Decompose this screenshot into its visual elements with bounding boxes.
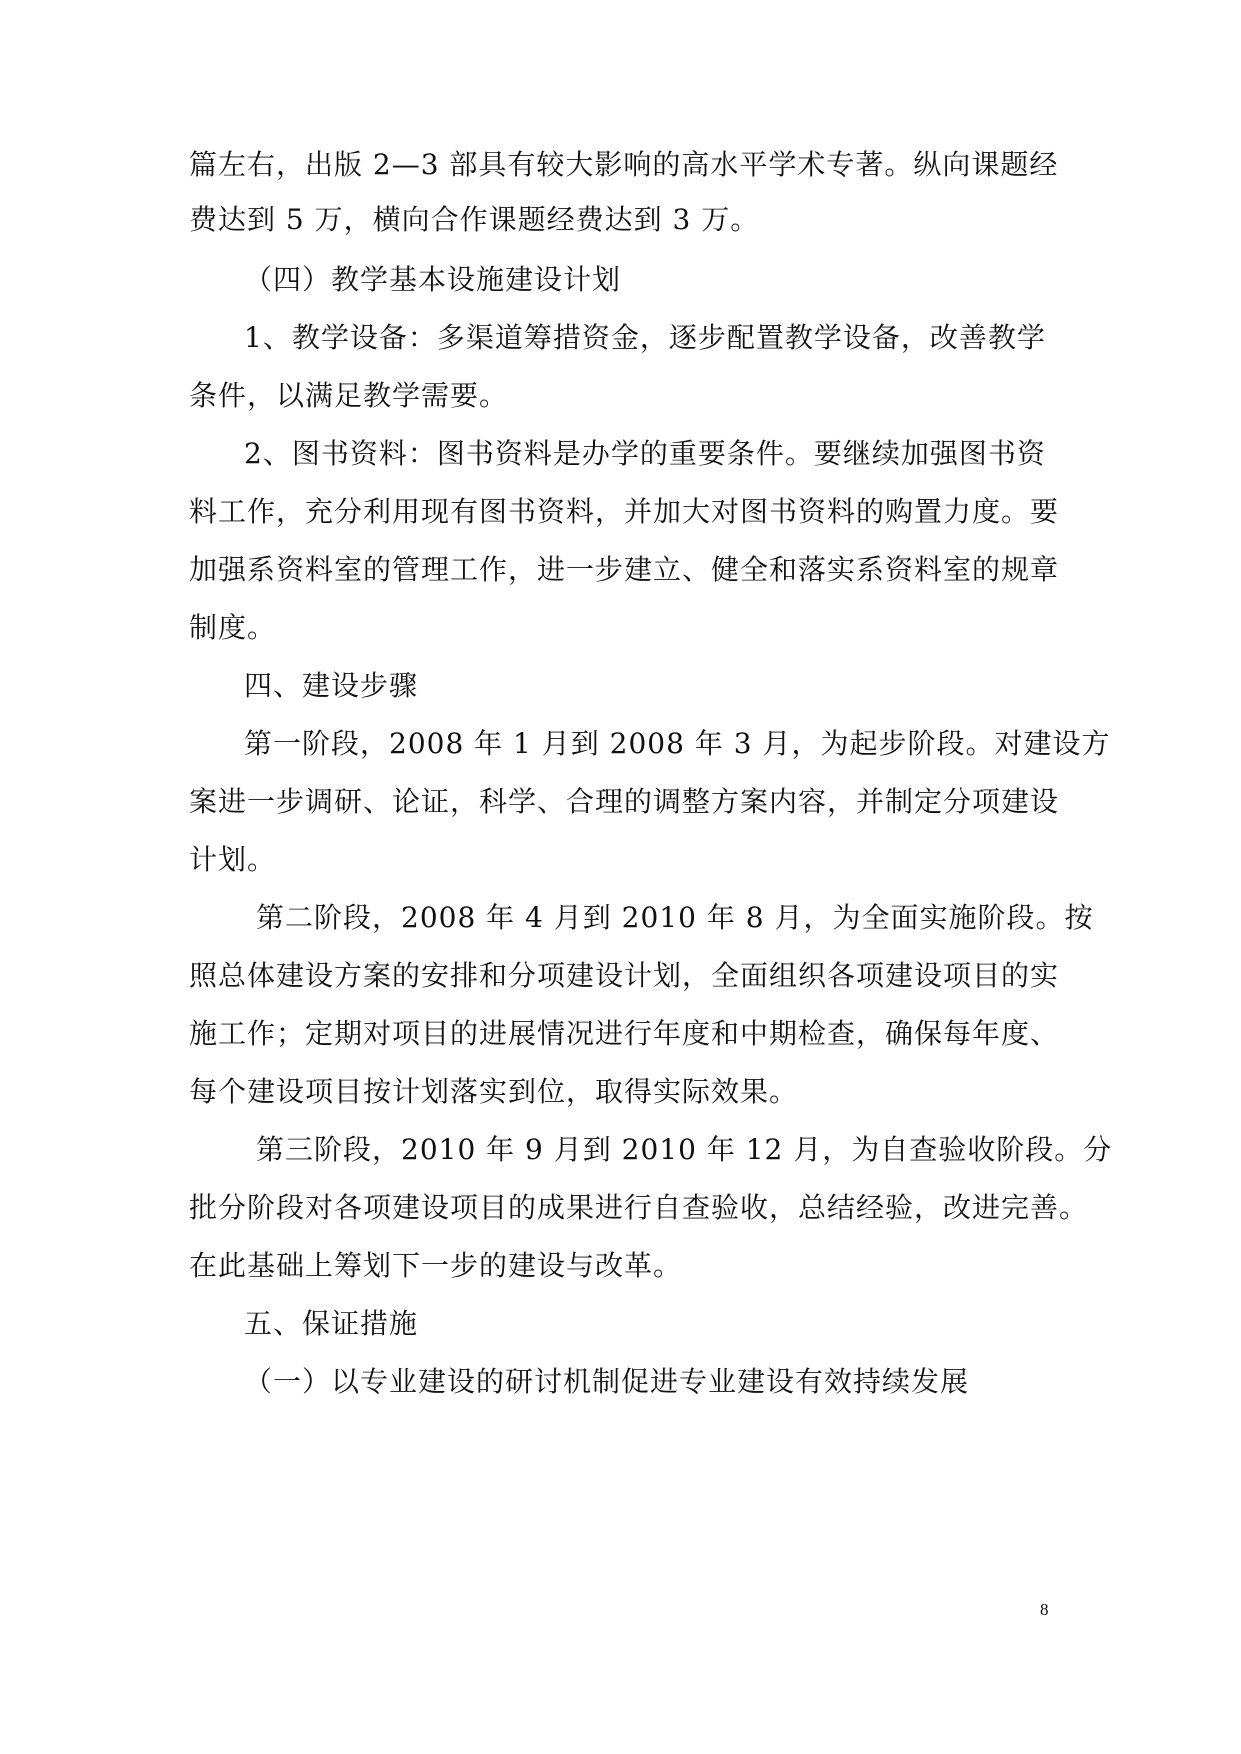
text-line: 第三阶段，2010 年 9 月到 2010 年 12 月，为自查验收阶段。分 xyxy=(256,1133,1113,1166)
page-number: 8 xyxy=(1040,1600,1049,1619)
text-line: 在此基础上筹划下一步的建设与改革。 xyxy=(189,1249,683,1282)
section-heading: 四、建设步骤 xyxy=(244,669,419,702)
text-line: 第二阶段，2008 年 4 月到 2010 年 8 月，为全面实施阶段。按 xyxy=(256,901,1094,934)
text-line: 1、教学设备：多渠道筹措资金，逐步配置教学设备，改善教学 xyxy=(244,321,1046,354)
text-line: 条件，以满足教学需要。 xyxy=(189,379,509,412)
section-heading: （四）教学基本设施建设计划 xyxy=(244,263,622,296)
section-heading: （一）以专业建设的研讨机制促进专业建设有效持续发展 xyxy=(244,1365,970,1398)
text-line: 每个建设项目按计划落实到位，取得实际效果。 xyxy=(189,1075,799,1108)
text-line: 施工作；定期对项目的进展情况进行年度和中期检查，确保每年度、 xyxy=(189,1017,1060,1050)
text-line: 篇左右，出版 2—3 部具有较大影响的高水平学术专著。纵向课题经 xyxy=(189,148,1059,181)
text-line: 计划。 xyxy=(189,843,277,876)
text-line: 第一阶段，2008 年 1 月到 2008 年 3 月，为起步阶段。对建设方 xyxy=(244,727,1111,760)
text-line: 费达到 5 万，横向合作课题经费达到 3 万。 xyxy=(189,203,760,236)
text-line: 案进一步调研、论证，科学、合理的调整方案内容，并制定分项建设 xyxy=(189,785,1060,818)
section-heading: 五、保证措施 xyxy=(244,1307,419,1340)
text-line: 制度。 xyxy=(189,611,277,644)
text-line: 2、图书资料：图书资料是办学的重要条件。要继续加强图书资 xyxy=(244,437,1046,470)
text-line: 加强系资料室的管理工作，进一步建立、健全和落实系资料室的规章 xyxy=(189,553,1060,586)
text-line: 照总体建设方案的安排和分项建设计划，全面组织各项建设项目的实 xyxy=(189,959,1060,992)
text-line: 批分阶段对各项建设项目的成果进行自查验收，总结经验，改进完善。 xyxy=(189,1191,1089,1224)
text-line: 料工作，充分利用现有图书资料，并加大对图书资料的购置力度。要 xyxy=(189,495,1060,528)
